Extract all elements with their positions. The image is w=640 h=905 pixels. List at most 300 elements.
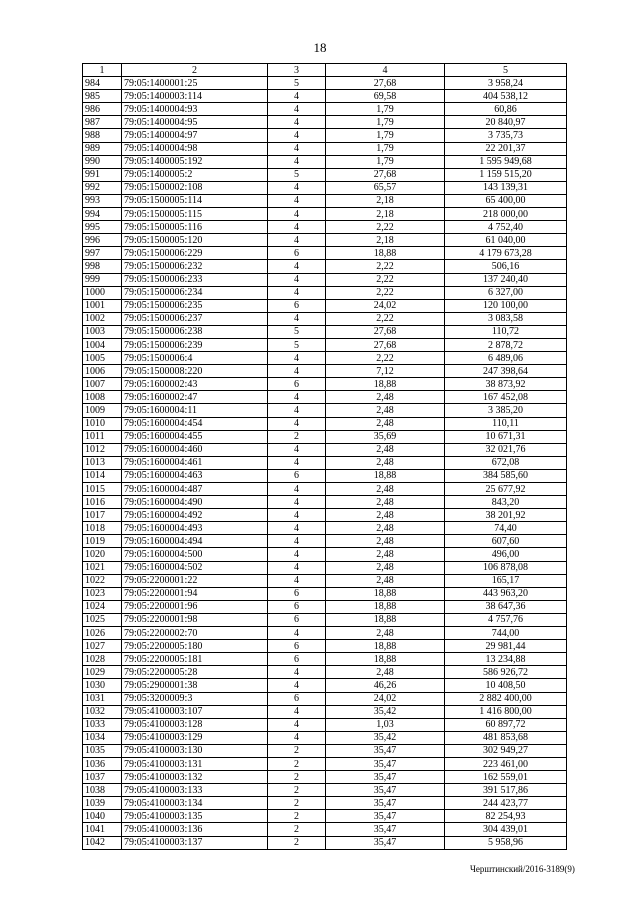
rate-cell: 18,88 xyxy=(326,378,445,391)
amount-cell: 22 201,37 xyxy=(445,142,567,155)
rate-cell: 27,68 xyxy=(326,168,445,181)
table-row xyxy=(83,430,567,443)
category-cell: 4 xyxy=(268,286,326,299)
row-number: 1002 xyxy=(83,312,122,325)
amount-cell: 6 327,00 xyxy=(445,286,567,299)
rate-cell: 27,68 xyxy=(326,77,445,90)
row-number: 986 xyxy=(83,103,122,116)
rate-cell: 7,12 xyxy=(326,365,445,378)
rate-cell: 27,68 xyxy=(326,338,445,351)
rate-cell: 35,42 xyxy=(326,705,445,718)
table-row xyxy=(83,247,567,260)
category-cell: 6 xyxy=(268,653,326,666)
rate-cell: 35,47 xyxy=(326,797,445,810)
table-row xyxy=(83,365,567,378)
rate-cell: 2,48 xyxy=(326,574,445,587)
cadastral-number: 79:05:1600004:11 xyxy=(122,404,268,417)
amount-cell: 302 949,27 xyxy=(445,744,567,757)
cadastral-number: 79:05:4100003:107 xyxy=(122,705,268,718)
rate-cell: 24,02 xyxy=(326,299,445,312)
cadastral-number: 79:05:1600004:502 xyxy=(122,561,268,574)
amount-cell: 110,11 xyxy=(445,417,567,430)
amount-cell: 162 559,01 xyxy=(445,771,567,784)
row-number: 997 xyxy=(83,247,122,260)
amount-cell: 165,17 xyxy=(445,574,567,587)
cadastral-number: 79:05:3200009:3 xyxy=(122,692,268,705)
table-row xyxy=(83,469,567,482)
row-number: 1025 xyxy=(83,613,122,626)
rate-cell: 1,79 xyxy=(326,129,445,142)
category-cell: 5 xyxy=(268,338,326,351)
rate-cell: 2,48 xyxy=(326,456,445,469)
cadastral-number: 79:05:1500008:220 xyxy=(122,365,268,378)
amount-cell: 496,00 xyxy=(445,548,567,561)
rate-cell: 2,22 xyxy=(326,221,445,234)
table-row xyxy=(83,77,567,90)
category-cell: 5 xyxy=(268,168,326,181)
amount-cell: 74,40 xyxy=(445,522,567,535)
cadastral-number: 79:05:1600004:492 xyxy=(122,509,268,522)
cadastral-number: 79:05:2900001:38 xyxy=(122,679,268,692)
category-cell: 4 xyxy=(268,103,326,116)
table-row xyxy=(83,168,567,181)
cadastral-number: 79:05:4100003:132 xyxy=(122,771,268,784)
category-cell: 4 xyxy=(268,574,326,587)
amount-cell: 443 963,20 xyxy=(445,587,567,600)
cadastral-number: 79:05:1400004:95 xyxy=(122,116,268,129)
cadastral-number: 79:05:1500006:237 xyxy=(122,312,268,325)
table-row xyxy=(83,456,567,469)
cadastral-number: 79:05:1400004:98 xyxy=(122,142,268,155)
table-row xyxy=(83,338,567,351)
cadastral-number: 79:05:1400001:25 xyxy=(122,77,268,90)
header-col-1: 1 xyxy=(83,64,122,77)
category-cell: 6 xyxy=(268,640,326,653)
rate-cell: 35,47 xyxy=(326,823,445,836)
amount-cell: 672,08 xyxy=(445,456,567,469)
rate-cell: 2,48 xyxy=(326,522,445,535)
rate-cell: 18,88 xyxy=(326,587,445,600)
table-row xyxy=(83,587,567,600)
table-row xyxy=(83,299,567,312)
header-row xyxy=(83,64,567,77)
row-number: 1034 xyxy=(83,731,122,744)
category-cell: 4 xyxy=(268,666,326,679)
rate-cell: 1,79 xyxy=(326,103,445,116)
row-number: 1027 xyxy=(83,640,122,653)
row-number: 1042 xyxy=(83,836,122,849)
rate-cell: 35,47 xyxy=(326,744,445,757)
cadastral-number: 79:05:1400005:2 xyxy=(122,168,268,181)
table-row xyxy=(83,391,567,404)
cadastral-number: 79:05:1500006:239 xyxy=(122,338,268,351)
table-body xyxy=(83,77,567,850)
category-cell: 4 xyxy=(268,129,326,142)
rate-cell: 2,48 xyxy=(326,417,445,430)
rate-cell: 65,57 xyxy=(326,181,445,194)
amount-cell: 38 201,92 xyxy=(445,509,567,522)
table-row xyxy=(83,797,567,810)
rate-cell: 35,47 xyxy=(326,836,445,849)
rate-cell: 2,22 xyxy=(326,260,445,273)
amount-cell: 65 400,00 xyxy=(445,194,567,207)
amount-cell: 3 735,73 xyxy=(445,129,567,142)
table-row xyxy=(83,208,567,221)
amount-cell: 38 647,36 xyxy=(445,600,567,613)
rate-cell: 35,47 xyxy=(326,771,445,784)
category-cell: 6 xyxy=(268,692,326,705)
cadastral-number: 79:05:1600004:455 xyxy=(122,430,268,443)
amount-cell: 20 840,97 xyxy=(445,116,567,129)
rate-cell: 1,79 xyxy=(326,116,445,129)
category-cell: 4 xyxy=(268,509,326,522)
table-row xyxy=(83,771,567,784)
cadastral-number: 79:05:1400003:114 xyxy=(122,90,268,103)
amount-cell: 32 021,76 xyxy=(445,443,567,456)
category-cell: 6 xyxy=(268,469,326,482)
cadastral-number: 79:05:1600004:461 xyxy=(122,456,268,469)
rate-cell: 18,88 xyxy=(326,469,445,482)
rate-cell: 1,79 xyxy=(326,155,445,168)
cadastral-number: 79:05:1600004:500 xyxy=(122,548,268,561)
cadastral-number: 79:05:2200001:96 xyxy=(122,600,268,613)
cadastral-number: 79:05:1600004:487 xyxy=(122,483,268,496)
table-row xyxy=(83,653,567,666)
category-cell: 4 xyxy=(268,561,326,574)
row-number: 994 xyxy=(83,208,122,221)
amount-cell: 744,00 xyxy=(445,627,567,640)
category-cell: 4 xyxy=(268,456,326,469)
rate-cell: 2,48 xyxy=(326,483,445,496)
table-row xyxy=(83,234,567,247)
cadastral-number: 79:05:2200005:180 xyxy=(122,640,268,653)
row-number: 1017 xyxy=(83,509,122,522)
cadastral-number: 79:05:4100003:136 xyxy=(122,823,268,836)
row-number: 1014 xyxy=(83,469,122,482)
row-number: 1019 xyxy=(83,535,122,548)
category-cell: 4 xyxy=(268,496,326,509)
rate-cell: 2,18 xyxy=(326,234,445,247)
rate-cell: 2,48 xyxy=(326,535,445,548)
table-row xyxy=(83,522,567,535)
amount-cell: 3 083,58 xyxy=(445,312,567,325)
cadastral-number: 79:05:4100003:130 xyxy=(122,744,268,757)
table-row xyxy=(83,718,567,731)
rate-cell: 18,88 xyxy=(326,247,445,260)
amount-cell: 10 671,31 xyxy=(445,430,567,443)
rate-cell: 1,79 xyxy=(326,142,445,155)
row-number: 1028 xyxy=(83,653,122,666)
category-cell: 4 xyxy=(268,155,326,168)
category-cell: 2 xyxy=(268,784,326,797)
table-row xyxy=(83,260,567,273)
row-number: 1006 xyxy=(83,365,122,378)
amount-cell: 38 873,92 xyxy=(445,378,567,391)
cadastral-number: 79:05:1600002:43 xyxy=(122,378,268,391)
rate-cell: 2,22 xyxy=(326,286,445,299)
amount-cell: 391 517,86 xyxy=(445,784,567,797)
amount-cell: 586 926,72 xyxy=(445,666,567,679)
table-row xyxy=(83,692,567,705)
data-table xyxy=(82,63,567,850)
table-row xyxy=(83,273,567,286)
amount-cell: 10 408,50 xyxy=(445,679,567,692)
table-row xyxy=(83,744,567,757)
amount-cell: 4 752,40 xyxy=(445,221,567,234)
table-row xyxy=(83,561,567,574)
table-row xyxy=(83,548,567,561)
category-cell: 4 xyxy=(268,234,326,247)
cadastral-number: 79:05:1400004:93 xyxy=(122,103,268,116)
table-row xyxy=(83,600,567,613)
table-row xyxy=(83,103,567,116)
category-cell: 4 xyxy=(268,627,326,640)
header-col-4: 4 xyxy=(326,64,445,77)
row-number: 1001 xyxy=(83,299,122,312)
category-cell: 4 xyxy=(268,522,326,535)
category-cell: 4 xyxy=(268,705,326,718)
row-number: 987 xyxy=(83,116,122,129)
amount-cell: 29 981,44 xyxy=(445,640,567,653)
amount-cell: 247 398,64 xyxy=(445,365,567,378)
category-cell: 6 xyxy=(268,600,326,613)
cadastral-number: 79:05:1600002:47 xyxy=(122,391,268,404)
category-cell: 2 xyxy=(268,823,326,836)
row-number: 1005 xyxy=(83,352,122,365)
cadastral-number: 79:05:4100003:133 xyxy=(122,784,268,797)
cadastral-number: 79:05:1400005:192 xyxy=(122,155,268,168)
amount-cell: 607,60 xyxy=(445,535,567,548)
cadastral-number: 79:05:1600004:493 xyxy=(122,522,268,535)
table-row xyxy=(83,90,567,103)
category-cell: 4 xyxy=(268,208,326,221)
cadastral-number: 79:05:1400004:97 xyxy=(122,129,268,142)
category-cell: 2 xyxy=(268,744,326,757)
row-number: 989 xyxy=(83,142,122,155)
amount-cell: 218 000,00 xyxy=(445,208,567,221)
row-number: 991 xyxy=(83,168,122,181)
category-cell: 2 xyxy=(268,810,326,823)
rate-cell: 2,22 xyxy=(326,273,445,286)
rate-cell: 2,48 xyxy=(326,509,445,522)
amount-cell: 106 878,08 xyxy=(445,561,567,574)
row-number: 1032 xyxy=(83,705,122,718)
row-number: 984 xyxy=(83,77,122,90)
cadastral-number: 79:05:2200001:94 xyxy=(122,587,268,600)
rate-cell: 18,88 xyxy=(326,613,445,626)
row-number: 1018 xyxy=(83,522,122,535)
row-number: 995 xyxy=(83,221,122,234)
amount-cell: 1 595 949,68 xyxy=(445,155,567,168)
row-number: 1040 xyxy=(83,810,122,823)
category-cell: 4 xyxy=(268,404,326,417)
amount-cell: 2 882 400,00 xyxy=(445,692,567,705)
row-number: 1036 xyxy=(83,757,122,770)
table-row xyxy=(83,509,567,522)
table-row xyxy=(83,352,567,365)
cadastral-number: 79:05:2200005:28 xyxy=(122,666,268,679)
table-row xyxy=(83,155,567,168)
category-cell: 4 xyxy=(268,535,326,548)
row-number: 1024 xyxy=(83,600,122,613)
amount-cell: 4 757,76 xyxy=(445,613,567,626)
category-cell: 2 xyxy=(268,430,326,443)
rate-cell: 35,42 xyxy=(326,731,445,744)
header-col-5: 5 xyxy=(445,64,567,77)
row-number: 993 xyxy=(83,194,122,207)
row-number: 1037 xyxy=(83,771,122,784)
table-row xyxy=(83,810,567,823)
amount-cell: 143 139,31 xyxy=(445,181,567,194)
rate-cell: 1,03 xyxy=(326,718,445,731)
amount-cell: 61 040,00 xyxy=(445,234,567,247)
row-number: 998 xyxy=(83,260,122,273)
amount-cell: 110,72 xyxy=(445,325,567,338)
rate-cell: 35,47 xyxy=(326,810,445,823)
row-number: 1004 xyxy=(83,338,122,351)
row-number: 1020 xyxy=(83,548,122,561)
cadastral-number: 79:05:1600004:463 xyxy=(122,469,268,482)
row-number: 1003 xyxy=(83,325,122,338)
cadastral-number: 79:05:4100003:128 xyxy=(122,718,268,731)
cadastral-number: 79:05:1500005:120 xyxy=(122,234,268,247)
cadastral-number: 79:05:4100003:131 xyxy=(122,757,268,770)
row-number: 1035 xyxy=(83,744,122,757)
category-cell: 4 xyxy=(268,679,326,692)
row-number: 1009 xyxy=(83,404,122,417)
category-cell: 6 xyxy=(268,587,326,600)
table-row xyxy=(83,640,567,653)
row-number: 985 xyxy=(83,90,122,103)
row-number: 1033 xyxy=(83,718,122,731)
category-cell: 4 xyxy=(268,443,326,456)
table-row xyxy=(83,627,567,640)
row-number: 1015 xyxy=(83,483,122,496)
table-row xyxy=(83,286,567,299)
row-number: 1038 xyxy=(83,784,122,797)
cadastral-number: 79:05:2200005:181 xyxy=(122,653,268,666)
cadastral-number: 79:05:1500002:108 xyxy=(122,181,268,194)
row-number: 1029 xyxy=(83,666,122,679)
category-cell: 4 xyxy=(268,352,326,365)
table-row xyxy=(83,784,567,797)
table-row xyxy=(83,129,567,142)
rate-cell: 35,47 xyxy=(326,757,445,770)
table-header xyxy=(83,64,567,77)
category-cell: 2 xyxy=(268,797,326,810)
amount-cell: 404 538,12 xyxy=(445,90,567,103)
category-cell: 4 xyxy=(268,483,326,496)
rate-cell: 35,69 xyxy=(326,430,445,443)
table-row xyxy=(83,116,567,129)
rate-cell: 2,18 xyxy=(326,208,445,221)
rate-cell: 2,22 xyxy=(326,312,445,325)
table-row xyxy=(83,705,567,718)
amount-cell: 2 878,72 xyxy=(445,338,567,351)
row-number: 1008 xyxy=(83,391,122,404)
rate-cell: 69,58 xyxy=(326,90,445,103)
amount-cell: 167 452,08 xyxy=(445,391,567,404)
rate-cell: 2,18 xyxy=(326,194,445,207)
cadastral-number: 79:05:4100003:135 xyxy=(122,810,268,823)
rate-cell: 2,22 xyxy=(326,352,445,365)
amount-cell: 6 489,06 xyxy=(445,352,567,365)
row-number: 1030 xyxy=(83,679,122,692)
table-row xyxy=(83,613,567,626)
amount-cell: 244 423,77 xyxy=(445,797,567,810)
row-number: 999 xyxy=(83,273,122,286)
cadastral-number: 79:05:2200001:22 xyxy=(122,574,268,587)
category-cell: 4 xyxy=(268,417,326,430)
category-cell: 2 xyxy=(268,771,326,784)
amount-cell: 223 461,00 xyxy=(445,757,567,770)
cadastral-number: 79:05:2200001:98 xyxy=(122,613,268,626)
category-cell: 4 xyxy=(268,731,326,744)
category-cell: 4 xyxy=(268,260,326,273)
header-col-3: 3 xyxy=(268,64,326,77)
page-number: 18 xyxy=(313,40,327,55)
category-cell: 2 xyxy=(268,836,326,849)
amount-cell: 481 853,68 xyxy=(445,731,567,744)
amount-cell: 3 958,24 xyxy=(445,77,567,90)
category-cell: 4 xyxy=(268,548,326,561)
table-row xyxy=(83,417,567,430)
row-number: 1031 xyxy=(83,692,122,705)
table-row xyxy=(83,443,567,456)
document-footer: Черштинский/2016-3189(9) xyxy=(470,864,575,874)
table-row xyxy=(83,181,567,194)
category-cell: 4 xyxy=(268,273,326,286)
header-col-2: 2 xyxy=(122,64,268,77)
amount-cell: 137 240,40 xyxy=(445,273,567,286)
row-number: 1016 xyxy=(83,496,122,509)
cadastral-number: 79:05:1500006:232 xyxy=(122,260,268,273)
category-cell: 4 xyxy=(268,90,326,103)
cadastral-number: 79:05:1500006:229 xyxy=(122,247,268,260)
rate-cell: 2,48 xyxy=(326,627,445,640)
category-cell: 6 xyxy=(268,299,326,312)
table-row xyxy=(83,535,567,548)
category-cell: 5 xyxy=(268,77,326,90)
category-cell: 4 xyxy=(268,391,326,404)
amount-cell: 843,20 xyxy=(445,496,567,509)
table-row xyxy=(83,757,567,770)
table-row xyxy=(83,378,567,391)
table-row xyxy=(83,666,567,679)
table-row xyxy=(83,312,567,325)
category-cell: 6 xyxy=(268,378,326,391)
category-cell: 5 xyxy=(268,325,326,338)
row-number: 1011 xyxy=(83,430,122,443)
table-row xyxy=(83,496,567,509)
amount-cell: 60 897,72 xyxy=(445,718,567,731)
category-cell: 4 xyxy=(268,718,326,731)
rate-cell: 2,48 xyxy=(326,404,445,417)
row-number: 1041 xyxy=(83,823,122,836)
rate-cell: 2,48 xyxy=(326,496,445,509)
category-cell: 4 xyxy=(268,312,326,325)
row-number: 988 xyxy=(83,129,122,142)
cadastral-number: 79:05:1600004:490 xyxy=(122,496,268,509)
amount-cell: 3 385,20 xyxy=(445,404,567,417)
category-cell: 6 xyxy=(268,613,326,626)
table-row xyxy=(83,221,567,234)
rate-cell: 2,48 xyxy=(326,391,445,404)
amount-cell: 82 254,93 xyxy=(445,810,567,823)
cadastral-number: 79:05:1500005:115 xyxy=(122,208,268,221)
rate-cell: 2,48 xyxy=(326,666,445,679)
amount-cell: 1 159 515,20 xyxy=(445,168,567,181)
